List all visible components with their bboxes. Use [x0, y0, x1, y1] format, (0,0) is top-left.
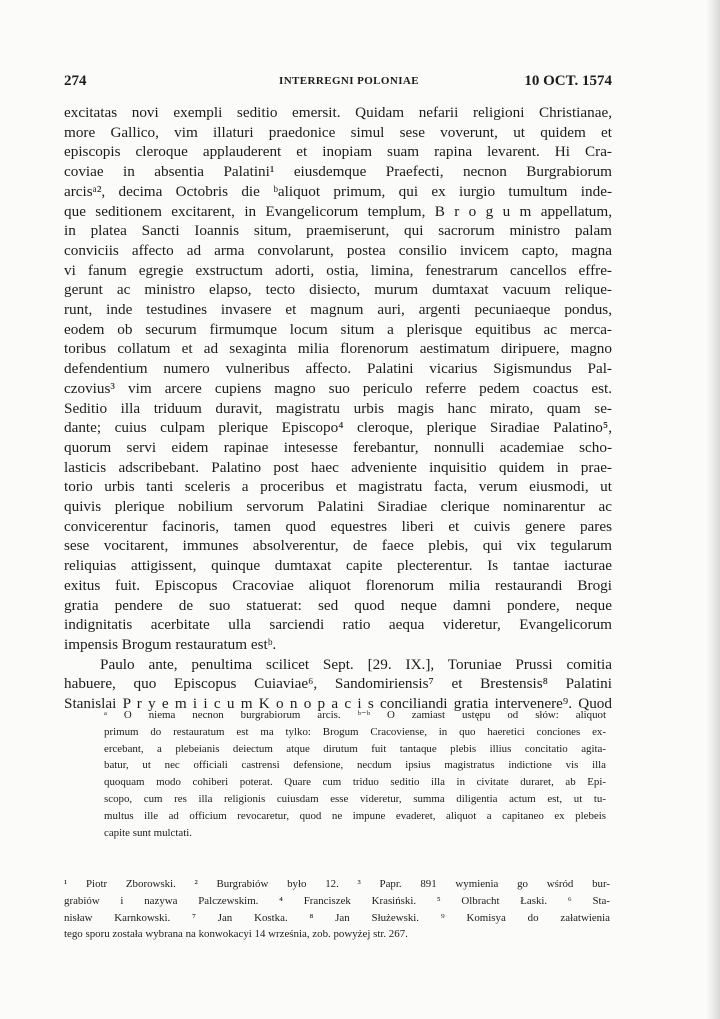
apparatus-line: quoquam modo cohiberi poterat. Quare cum triduo seditio illa in civitate duraret, ab Epi-	[104, 776, 606, 789]
text-line: indignitatis acerbitate ulla sarciendi ratio aequa videretur, Evangelicorum	[64, 616, 612, 634]
text-line: toribus collatum et ad sexaginta milia florenorum aestimatum diripuere, magno	[64, 340, 612, 358]
text-line: vi fanum egregie exstructum adorti, ostia, limina, fenestrarum cancellos effre-	[64, 261, 612, 279]
text-line: reliquias attigissent, quinque dumtaxat capite plecterentur. Is tantae iacturae	[64, 557, 612, 575]
text-line: Seditio illa triduum duravit, magistratu urbis magis hanc mirato, quam se-	[64, 399, 612, 417]
text-line: que seditionem excitarent, in Evangelicorum templum, B r o g u m appellatum,	[64, 202, 612, 220]
page-number: 274	[64, 73, 87, 89]
text-line: episcopis cleroque applauderent et inopiam suam rapina levarent. Hi Cra-	[64, 143, 612, 161]
footnotes	[64, 876, 610, 943]
text-line: Stanislai P r y e m i i c u m K o n o p a c i s conciliandi gratia intervenere⁹. Quod	[64, 695, 612, 713]
footnote-line: tego sporu została wybrana na konwokacyi 14 września, zob. powyżej str. 267.	[64, 928, 408, 941]
text-line: exitus fuit. Episcopus Cracoviae aliquot florenorum milia restaurandi Brogi	[64, 576, 612, 594]
main-text	[64, 103, 612, 714]
apparatus-line: ercebant, a plebeianis deiectum atque dirutum fuit tantaque plebis illius concitatio agita-	[104, 742, 606, 755]
text-line: quorum servi eidem rapinae intesesse ferebantur, nonnulli academiae scho-	[64, 438, 612, 456]
text-line: gratia pendere de suo statuerat: sed quod neque damni pondere, neque	[64, 596, 612, 614]
footnote-line: nisław Karnkowski. ⁷ Jan Kostka. ⁸ Jan Służewski. ⁹ Komisya do załatwienia	[64, 911, 610, 924]
text-line: gerunt ac ministro elapso, tecto disiecto, murum dumtaxat vacuum relique-	[64, 281, 612, 299]
text-line: convicerentur facinoris, tamen quod equestres liberi et cuivis genere pares	[64, 517, 612, 535]
text-line: excitatas novi exempli seditio emersit. Quidam nefarii religioni Christianae,	[64, 104, 612, 121]
apparatus-line: multus ille ad officium revocaretur, quod ne impune evaderet, aliquot a capitaneo ex plebeis	[104, 809, 606, 822]
apparatus-line: batur, ut nec officiali castrensi defensione, necdum ipsius magistratus indictione vis illa	[104, 759, 606, 772]
text-line: in platea Sancti Ioannis situm, praemiserunt, qui sacrorum ministro palam	[64, 222, 612, 240]
footnote-line: ¹ Piotr Zborowski. ² Burgrabiów było 12. ³ Papr. 891 wymienia go wśród bur-	[64, 878, 610, 890]
text-line: eodem ob securum firmumque locum situm a plerisque equitibus ac merca-	[64, 320, 612, 338]
text-line: defendentium numero vulneribus affecto. Palatini vicarius Sigismundus Pal-	[64, 360, 612, 378]
critical-apparatus	[104, 707, 606, 841]
apparatus-line: scopo, cum res illa religionis cuiusdam esse videretur, summa diligentia actum est, ut tu-	[104, 792, 606, 805]
text-line: conviciis affecto ad arma convolarunt, postea consilio invicem capto, magna	[64, 241, 612, 259]
text-line: quivis plerique nobilium servorum Palatini Siradiae clerique nominarentur ac	[64, 498, 612, 516]
text-line: arcisᵃ², decima Octobris die ᵇaliquot primum, qui ex iurgio tumultum inde-	[64, 182, 612, 200]
text-line: runt, inde testudines invasere et magnum auri, argenti pecuniaeque pondus,	[64, 301, 612, 319]
apparatus-line: primum do restauratum est ma tylko: Brogum Cracoviense, in quo haeretici conciones ex-	[104, 725, 606, 738]
text-line: torio urbis tanti sceleris a proceribus et magistratu facta, verum eiusmodi, ut	[64, 478, 612, 496]
text-line: sese vocitarent, immunes absolverentur, de faece plebis, qui vix tegularum	[64, 537, 612, 555]
running-header	[64, 73, 612, 93]
paragraph-start-line: Paulo ante, penultima scilicet Sept. [29. IX.], Toruniae Prussi comitia	[100, 655, 612, 673]
apparatus-line: ᵃ O niema necnon burgrabiorum arcis. ᵇ⁻ᵇ O zamiast ustępu od słów: aliquot	[104, 709, 606, 721]
running-title: INTERREGNI POLONIAE	[279, 75, 419, 87]
page-edge-shadow	[706, 0, 720, 1019]
paragraph-end-line: impensis Brogum restauratum estᵇ.	[64, 635, 277, 653]
text-line: habuere, quo Episcopus Cuiaviae⁶, Sandomiriensis⁷ et Brestensis⁸ Palatini	[64, 675, 612, 693]
header-date: 10 OCT. 1574	[524, 73, 612, 89]
text-line: more Gallico, vim illaturi praedonice simul sese voverunt, ut quidem et	[64, 123, 612, 141]
text-line: lasticis adscribebant. Palatino post haec adveniente inquisitio quidem in prae-	[64, 458, 612, 476]
text-line: dante; cuius culpam plerique Episcopo⁴ cleroque, plerique Siradiae Palatino⁵,	[64, 419, 612, 437]
footnote-line: grabiów i nazywa Palczewskim. ⁴ Franciszek Krasiński. ⁵ Olbracht Łaski. ⁶ Sta-	[64, 894, 610, 907]
text-line: coviae in absentia Palatini¹ eiusdemque Praefecti, necnon Burgrabiorum	[64, 163, 612, 181]
apparatus-line: capite sunt mulctati.	[104, 826, 193, 839]
text-line: czovius³ vim arcere cupiens magno suo periculo referre pedem coactus est.	[64, 379, 612, 397]
